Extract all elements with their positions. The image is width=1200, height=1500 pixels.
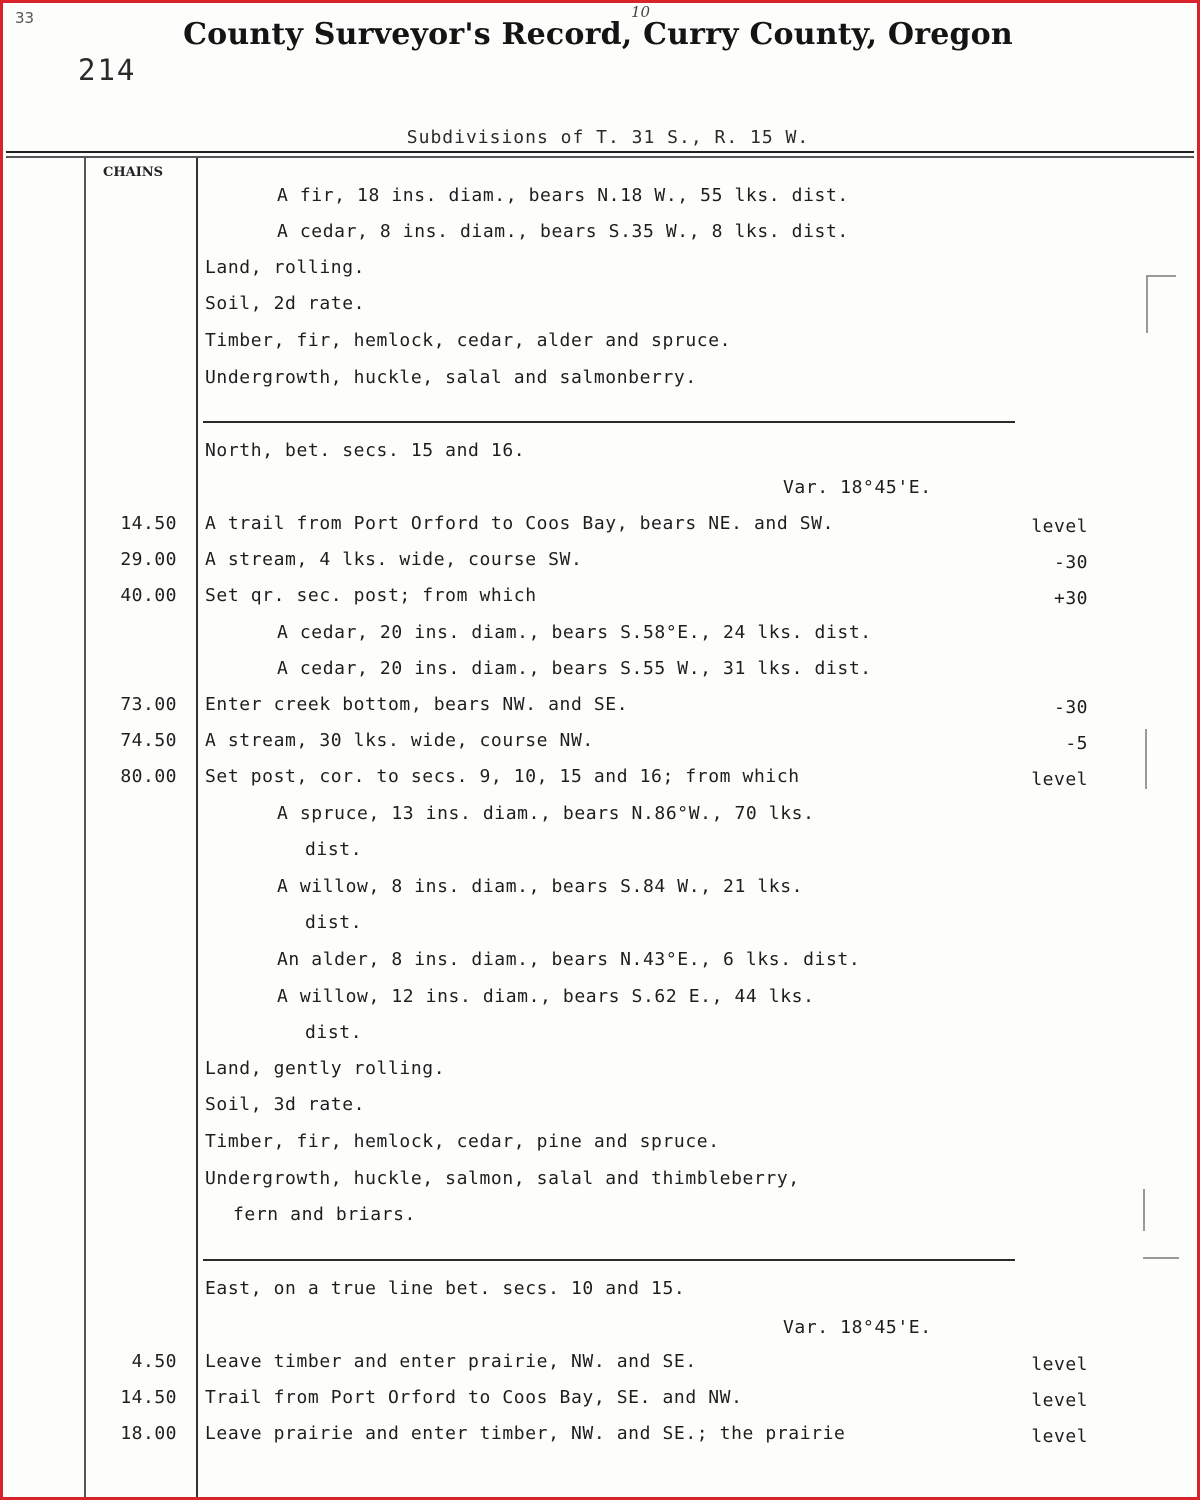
entry-elevation: level <box>1031 516 1088 537</box>
margin-mark <box>1146 275 1176 277</box>
entry-elevation: -30 <box>1053 552 1088 573</box>
page-number: 214 <box>78 53 137 87</box>
chains-column-label: CHAINS <box>103 165 164 180</box>
entry-text: Leave prairie and enter timber, NW. and SE.; the prairie <box>205 1423 846 1444</box>
entry-text: North, bet. secs. 15 and 16. <box>205 440 526 461</box>
entry-text: Land, gently rolling. <box>205 1058 446 1079</box>
entry-elevation: level <box>1031 1354 1088 1375</box>
entry-chains: 14.50 <box>120 513 177 534</box>
entry-text: An alder, 8 ins. diam., bears N.43°E., 6 lks. dist. <box>277 949 861 970</box>
section-divider <box>203 421 1015 423</box>
entry-chains: 18.00 <box>120 1423 177 1444</box>
entry-text: A cedar, 8 ins. diam., bears S.35 W., 8 lks. dist. <box>277 221 849 242</box>
entry-text: Timber, fir, hemlock, cedar, pine and spruce. <box>205 1131 720 1152</box>
entry-text: dist. <box>305 1022 363 1043</box>
entry-text: A willow, 12 ins. diam., bears S.62 E., 44 lks. <box>277 986 815 1007</box>
entry-text: A cedar, 20 ins. diam., bears S.55 W., 31 lks. dist. <box>277 658 872 679</box>
entry-text: Leave timber and enter prairie, NW. and SE. <box>205 1351 697 1372</box>
page-subtitle: Subdivisions of T. 31 S., R. 15 W. <box>406 127 810 148</box>
margin-mark <box>1145 729 1147 789</box>
entry-text: Land, rolling. <box>205 257 366 278</box>
margin-mark <box>1143 1189 1145 1231</box>
left-margin-rule <box>84 158 86 1498</box>
entry-text: fern and briars. <box>233 1204 416 1225</box>
entry-text: East, on a true line bet. secs. 10 and 15. <box>205 1278 686 1299</box>
entry-text: Trail from Port Orford to Coos Bay, SE. and NW. <box>205 1387 743 1408</box>
entry-text: Enter creek bottom, bears NW. and SE. <box>205 694 629 715</box>
entry-elevation: +30 <box>1053 588 1088 609</box>
section-divider <box>203 1259 1015 1261</box>
entry-text: A trail from Port Orford to Coos Bay, bears NE. and SW. <box>205 513 835 534</box>
page-title: County Surveyor's Record, Curry County, Oregon <box>183 17 1013 52</box>
entry-text: A stream, 4 lks. wide, course SW. <box>205 549 583 570</box>
entry-text: dist. <box>305 839 363 860</box>
chains-column-rule <box>196 158 198 1498</box>
entry-text: dist. <box>305 912 363 933</box>
entry-elevation: -30 <box>1053 697 1088 718</box>
entry-text: Var. 18°45'E. <box>783 1317 932 1338</box>
margin-mark <box>1146 275 1148 333</box>
entry-text: Undergrowth, huckle, salmon, salal and thimbleberry, <box>205 1168 800 1189</box>
entry-text: Var. 18°45'E. <box>783 477 932 498</box>
header-rule-secondary <box>6 156 1194 158</box>
entry-elevation: level <box>1031 1426 1088 1447</box>
entry-text: A stream, 30 lks. wide, course NW. <box>205 730 594 751</box>
entry-text: A cedar, 20 ins. diam., bears S.58°E., 24 lks. dist. <box>277 622 872 643</box>
entry-text: Soil, 3d rate. <box>205 1094 366 1115</box>
entry-chains: 74.50 <box>120 730 177 751</box>
entry-elevation: -5 <box>1065 733 1088 754</box>
entry-chains: 14.50 <box>120 1387 177 1408</box>
entry-chains: 4.50 <box>131 1351 177 1372</box>
header-rule <box>6 151 1194 153</box>
entry-text: Soil, 2d rate. <box>205 293 366 314</box>
entry-chains: 40.00 <box>120 585 177 606</box>
entry-elevation: level <box>1031 769 1088 790</box>
entry-chains: 29.00 <box>120 549 177 570</box>
entry-text: Set qr. sec. post; from which <box>205 585 537 606</box>
entry-text: Timber, fir, hemlock, cedar, alder and spruce. <box>205 330 732 351</box>
entry-text: A fir, 18 ins. diam., bears N.18 W., 55 lks. dist. <box>277 185 849 206</box>
margin-mark <box>1143 1257 1179 1259</box>
entry-text: Set post, cor. to secs. 9, 10, 15 and 16; from which <box>205 766 800 787</box>
entry-text: A spruce, 13 ins. diam., bears N.86°W., 70 lks. <box>277 803 815 824</box>
entry-text: A willow, 8 ins. diam., bears S.84 W., 21 lks. <box>277 876 804 897</box>
entry-elevation: level <box>1031 1390 1088 1411</box>
top-handwritten-mark: 10 <box>631 3 651 21</box>
entry-chains: 73.00 <box>120 694 177 715</box>
corner-mark: 33 <box>15 9 35 27</box>
entry-chains: 80.00 <box>120 766 177 787</box>
entry-text: Undergrowth, huckle, salal and salmonberry. <box>205 367 697 388</box>
